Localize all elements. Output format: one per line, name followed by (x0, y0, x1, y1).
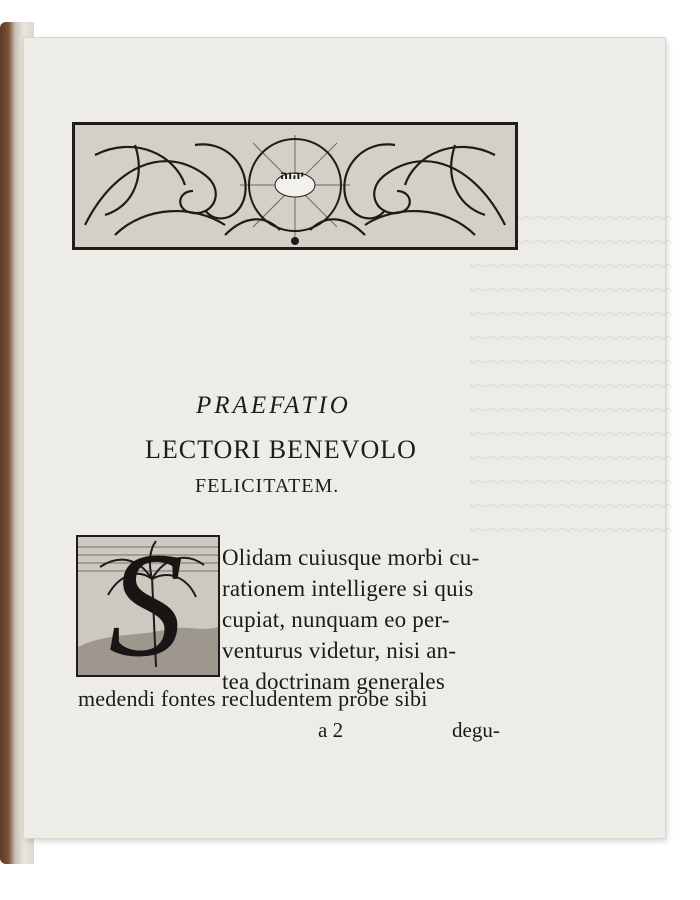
body-line-4: venturus videtur, nisi an- (222, 638, 457, 663)
show-through-text: ~~~~~~~~~~~~~~~~~ ~~~~~~~~~~~~~~~~~ ~~~~~~~~~~~~~~~~~ ~~~~~~~~~~~~~~~~~ ~~~~~~~~~~~~~~~~~ ~~~~~~~~~~~~~~~~~ ~~~~~~~~~~~~~~~~~ ~~~~~~~~~~~~~~~~~ ~~~~~~~~~~~~~~~~~ ~~~~~~~~~~~~~~~~~ ~~~~~~~~~~~~~~~~~ ~~~~~~~~~~~~~~~~~ ~~~~~~~~~~~~~~~~~ ~~~~~~~~~~~~~~~~~ (469, 205, 672, 542)
body-line-3: cupiat, nunquam eo per- (222, 607, 450, 632)
heading-praefatio: PRAEFATIO (196, 392, 351, 419)
heading-felicitatem: FELICITATEM. (195, 475, 340, 497)
body-line-6: medendi fontes recludentem probe sibi (78, 686, 428, 711)
ornamental-headpiece (72, 122, 518, 250)
body-line-5: tea doctrinam generales (222, 669, 445, 694)
foliage-ornament-icon (75, 125, 515, 247)
body-line-1: Olidam cuiusque morbi cu- (222, 545, 480, 570)
signature-mark: a 2 (318, 718, 344, 742)
catchword: degu- (452, 718, 500, 742)
body-line-2: rationem intelligere si quis (222, 576, 474, 601)
initial-letter-s: S (108, 522, 184, 688)
tetragrammaton-label: יהוה (279, 168, 305, 182)
heading-lectori: LECTORI BENEVOLO (145, 435, 417, 464)
